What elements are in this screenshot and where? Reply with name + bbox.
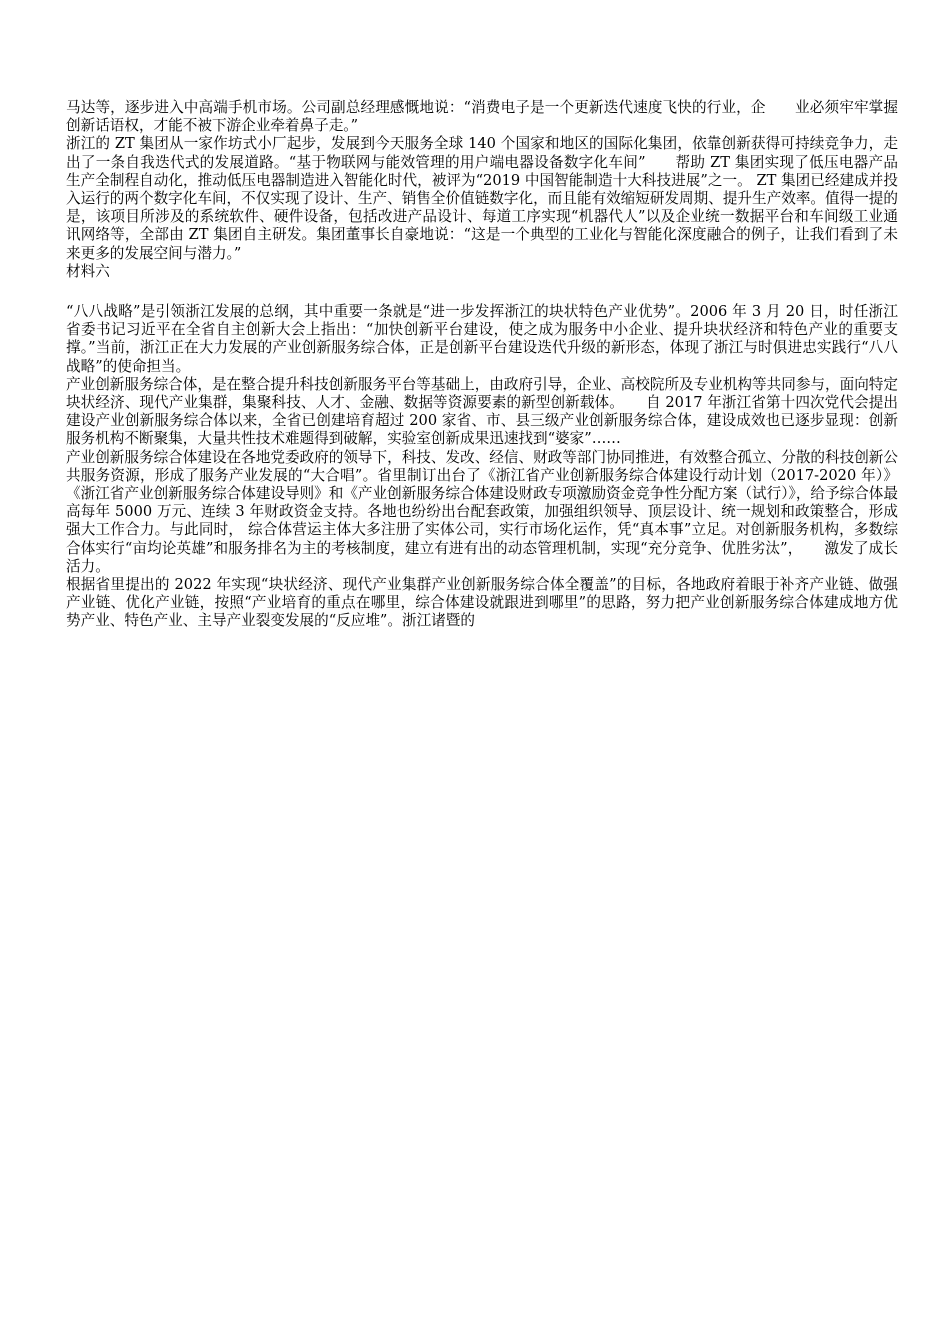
paragraph-2022-goal: 根据省里提出的 2022 年实现“块状经济、现代产业集群产业创新服务综合体全覆盖”的目标，各地政府着眼于补齐产业链、做强产业链、优化产业链，按照“产业培育的重点在哪里，综合体建设就跟进到哪里”的思路，努力把产业创新服务综合体建成地方优势产业、特色产业、主导产业裂变发展的“反应堆”。浙江诸暨的 bbox=[66, 576, 898, 630]
document-body bbox=[66, 99, 898, 631]
blank-line bbox=[66, 281, 898, 303]
paragraph-mobile-market: 马达等，逐步进入中高端手机市场。公司副总经理感慨地说：“消费电子是一个更新迭代速度飞快的行业，企 业必须牢牢掌握创新话语权，才能不被下游企业牵着鼻子走。” bbox=[66, 99, 898, 135]
paragraph-complex-construction: 产业创新服务综合体建设在各地党委政府的领导下，科技、发改、经信、财政等部门协同推进，有效整合孤立、分散的科技创新公共服务资源，形成了服务产业发展的“大合唱”。省里制订出台了《浙江省产业创新服务综合体建设行动计划（2017-2020 年）》《浙江省产业创新服务综合体建设导则》和《产业创新服务综合体建设财政专项激励资金竞争性分配方案（试行）》，给予综合体最高每年 5000 万元、连续 3 年财政资金支持。各地也纷纷出台配套政策，加强组织领导、顶层设计、统一规划和政策整合，形成强大工作合力。与此同时， 综合体营运主体大多注册了实体公司，实行市场化运作，凭“真本事”立足。对创新服务机构，多数综合体实行“亩均论英雄”和服务排名为主的考核制度，建立有进有出的动态管理机制，实现“充分竞争、优胜劣汰”， 激发了成长活力。 bbox=[66, 448, 898, 575]
paragraph-zt-group: 浙江的 ZT 集团从一家作坊式小厂起步，发展到今天服务全球 140 个国家和地区的国际化集团，依靠创新获得可持续竞争力，走出了一条自我迭代式的发展道路。“基于物联网与能效管理的用户端电器设备数字化车间” 帮助 ZT 集团实现了低压电器产品生产全制程自动化，推动低压电器制造进入智能化时代，被评为“2019 中国智能制造十大科技进展”之一。 ZT 集团已经建成并投入运行的两个数字化车间，不仅实现了设计、生产、销售全价值链数字化，而且能有效缩短研发周期、提升生产效率。值得一提的是，该项目所涉及的系统软件、硬件设备，包括改进产品设计、每道工序实现“机器代人”以及企业统一数据平台和车间级工业通讯网络等，全部由 ZT 集团自主研发。集团董事长自豪地说：“这是一个典型的工业化与智能化深度融合的例子，让我们看到了未来更多的发展空间与潜力。” bbox=[66, 135, 898, 262]
paragraph-eight-eight-strategy: “八八战略”是引领浙江发展的总纲，其中重要一条就是“进一步发挥浙江的块状特色产业优势”。2006 年 3 月 20 日，时任浙江省委书记习近平在全省自主创新大会上指出：“加快创新平台建设，使之成为服务中小企业、提升块状经济和特色产业的重要支撑。”当前，浙江正在大力发展的产业创新服务综合体，正是创新平台建设迭代升级的新形态，体现了浙江与时俱进忠实践行“八八战略”的使命担当。 bbox=[66, 303, 898, 375]
section-heading-material-six: 材料六 bbox=[66, 262, 110, 280]
paragraph-innovation-complex-definition: 产业创新服务综合体，是在整合提升科技创新服务平台等基础上，由政府引导，企业、高校院所及专业机构等共同参与，面向特定块状经济、现代产业集群，集聚科技、人才、金融、数据等资源要素的新型创新载体。 自 2017 年浙江省第十四次党代会提出建设产业创新服务综合体以来，全省已创建培育超过 200 家省、市、县三级产业创新服务综合体，建设成效也已逐步显现：创新服务机构不断聚集，大量共性技术难题得到破解，实验室创新成果迅速找到“婆家”…… bbox=[66, 375, 898, 448]
